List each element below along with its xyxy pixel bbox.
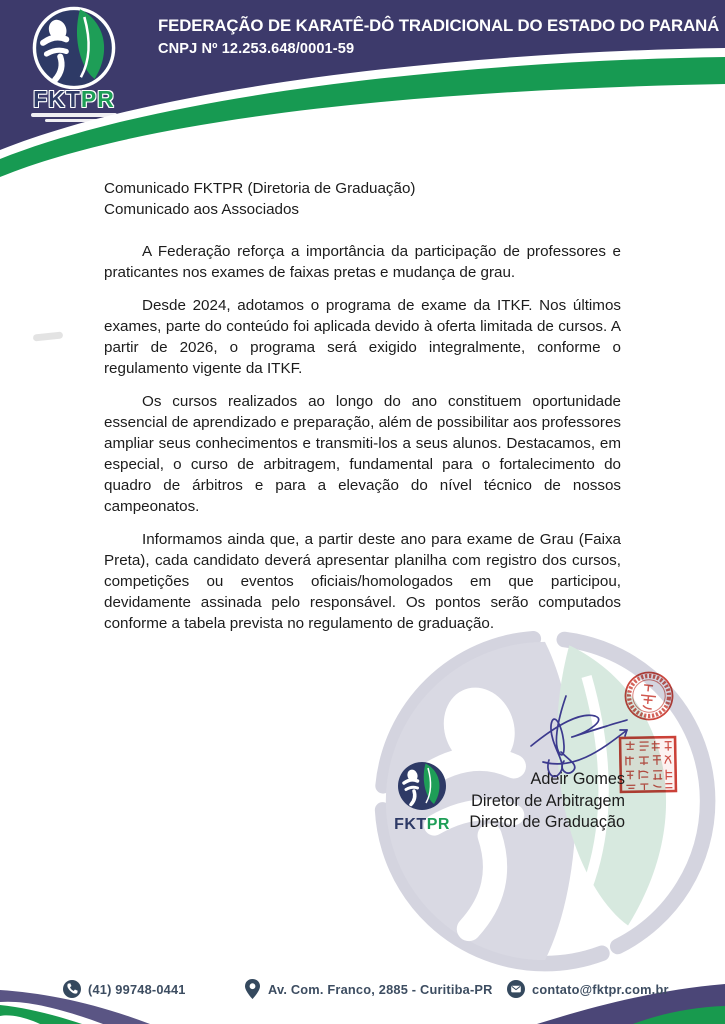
organization-name: FEDERAÇÃO DE KARATÊ-DÔ TRADICIONAL DO ESTADO DO PARANÁ xyxy=(158,16,720,35)
logo-subtext-bar xyxy=(45,119,103,122)
email-address: contato@fktpr.com.br xyxy=(532,981,669,997)
heading-line-2: Comunicado aos Associados xyxy=(104,201,300,218)
sig-wordmark-pr: PR xyxy=(426,816,450,833)
footer-phone xyxy=(63,979,186,999)
paragraph-1: A Federação reforça a importância da participação de professores e praticantes nos exames de faixas pretas e mudança de grau. xyxy=(104,243,621,281)
footer-email xyxy=(507,979,669,999)
signer-name: Adeir Gomes xyxy=(530,770,625,788)
phone-icon xyxy=(63,980,81,998)
location-pin-icon xyxy=(244,979,261,999)
fktpr-wordmark xyxy=(26,88,122,111)
sig-wordmark-fkt: FKT xyxy=(394,816,427,833)
email-icon xyxy=(507,980,525,998)
heading-line-1: Comunicado FKTPR (Diretoria de Graduação) xyxy=(104,180,416,197)
phone-number: (41) 99748-0441 xyxy=(88,981,186,997)
signer-role-1: Diretor de Arbitragem xyxy=(471,791,625,810)
signer-role-2: Diretor de Graduação xyxy=(469,813,625,831)
fktpr-logo xyxy=(26,5,122,122)
organization-cnpj: CNPJ Nº 12.253.648/0001-59 xyxy=(158,41,355,57)
scan-smudge xyxy=(33,331,64,341)
street-address: Av. Com. Franco, 2885 - Curitiba-PR xyxy=(268,981,493,997)
footer-address xyxy=(244,979,493,999)
paragraph-4: Informamos ainda que, a partir deste ano para exame de Grau (Faixa Preta), cada candidato deverá apresentar planilha com registro dos cursos, competições ou eventos oficiais/homologados em que participou, devidamente assinada pelo responsável. Os pontos serão computados conforme a tabela prevista no regulamento de graduação. xyxy=(104,531,621,632)
fktpr-logo-mark xyxy=(31,5,117,91)
logo-subtext-bar xyxy=(31,113,117,117)
header-titles xyxy=(158,16,719,57)
document-body xyxy=(104,178,621,646)
paragraph-2: Desde 2024, adotamos o programa de exame da ITKF. Nos últimos exames, parte do conteúdo foi aplicada devido à oferta limitada de cursos. A partir de 2026, o programa será exigido integralmente, conforme o regulamento vigente da ITKF. xyxy=(104,297,621,377)
paragraph-3: Os cursos realizados ao longo do ano constituem oportunidade essencial de aprendizado e preparação, além de possibilitar aos professores ampliar seus conhecimentos e transmiti-los a seus alunos. Destacamos, em especial, o curso de arbitragem, fundamental para o fortalecimento do quadro de árbitros e para a elevação do nível técnico de nossos campeonatos. xyxy=(104,393,621,515)
wordmark-pr: PR xyxy=(80,86,115,112)
signature-ink xyxy=(503,688,645,790)
wordmark-fkt: FKT xyxy=(33,86,81,112)
